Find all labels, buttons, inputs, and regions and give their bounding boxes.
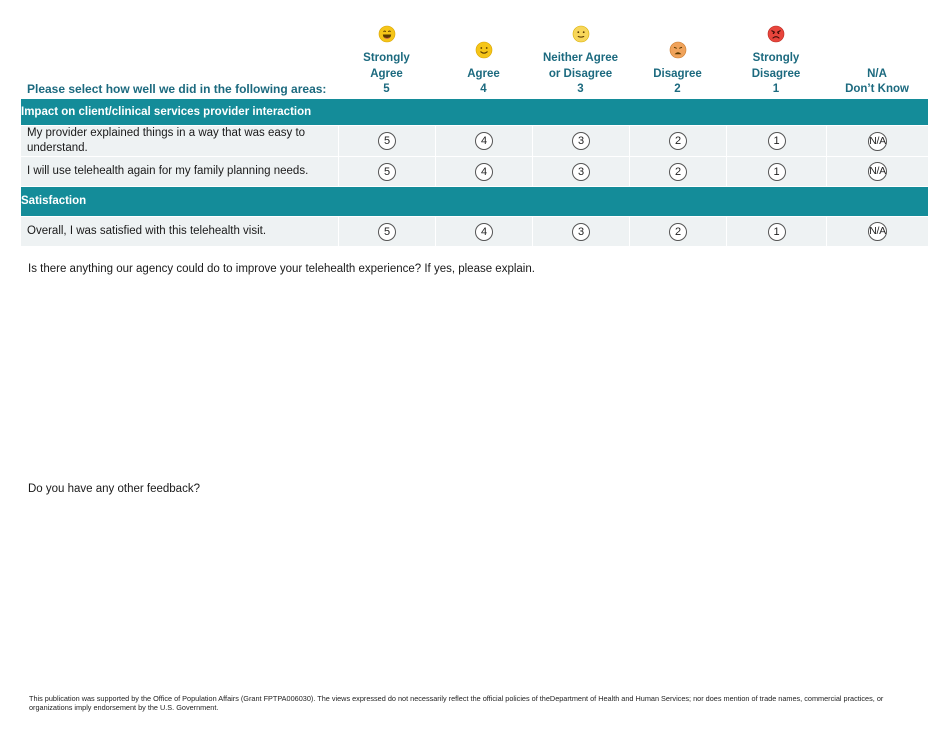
column-value: 5 [383, 83, 390, 95]
rating-option-2[interactable]: 2 [669, 163, 687, 181]
column-na [826, 25, 928, 98]
rating-grid [21, 25, 928, 246]
column-agree [435, 25, 532, 98]
rating-option-5[interactable]: 5 [378, 163, 396, 181]
question-row [21, 156, 928, 186]
column-label-line2: Disagree [653, 67, 702, 80]
neutral-face-icon [572, 25, 590, 43]
rating-option-5[interactable]: 5 [378, 132, 396, 150]
column-label-line2: Agree [467, 67, 500, 80]
question-text: My provider explained things in a way that was easy to understand. [21, 125, 338, 156]
rating-option-na[interactable]: N/A [868, 162, 887, 181]
rating-scale-header [21, 25, 928, 98]
column-label-line2: Disagree [751, 67, 801, 80]
rating-option-4[interactable]: 4 [475, 132, 493, 150]
section-header-satisfaction [21, 186, 928, 216]
question-text: Overall, I was satisfied with this telehealth visit. [21, 216, 338, 246]
section-header-impact [21, 98, 928, 125]
column-label-line1: Strongly [752, 52, 800, 64]
rating-option-3[interactable]: 3 [572, 163, 590, 181]
rating-option-2[interactable]: 2 [669, 132, 687, 150]
rating-option-2[interactable]: 2 [669, 223, 687, 241]
column-label-line1: Strongly [363, 52, 410, 64]
section-title: Satisfaction [21, 186, 928, 216]
rating-option-4[interactable]: 4 [475, 163, 493, 181]
section-title: Impact on client/clinical services provider interaction [21, 98, 928, 125]
column-label-line2: or Disagree [548, 67, 613, 80]
rating-prompt: Please select how well we did in the following areas: [27, 82, 327, 96]
laughing-face-icon [378, 25, 396, 43]
column-disagree [629, 25, 726, 98]
column-label-line1: Neither Agree [543, 52, 618, 64]
rating-option-1[interactable]: 1 [768, 132, 786, 150]
column-value: 1 [772, 83, 780, 95]
column-value: 4 [480, 83, 487, 95]
other-feedback-field[interactable] [24, 503, 928, 687]
improve-answer-field[interactable] [24, 283, 928, 477]
column-neither [532, 25, 629, 98]
question-text: I will use telehealth again for my family planning needs. [21, 156, 338, 186]
rating-option-4[interactable]: 4 [475, 223, 493, 241]
question-row [21, 125, 928, 156]
rating-option-na[interactable]: N/A [868, 132, 887, 151]
funding-disclaimer: This publication was supported by the Office of Population Affairs (Grant FPTPA006030). The views expressed do not necessarily reflect the official policies of theDepartment of Health and Human Services; nor does mention of trade names, commercial practices, or organizations imply endorsement by the U.S. Government. [29, 694, 884, 712]
column-strongly-disagree [726, 25, 826, 98]
rating-option-5[interactable]: 5 [378, 223, 396, 241]
open-question-improve: Is there anything our agency could do to improve your telehealth experience? If yes, please explain. [28, 263, 535, 275]
rating-option-3[interactable]: 3 [572, 223, 590, 241]
angry-face-icon [767, 25, 785, 43]
rating-option-1[interactable]: 1 [768, 223, 786, 241]
column-value: 3 [577, 83, 584, 95]
survey-table-container [21, 25, 928, 246]
smiling-face-icon [475, 41, 493, 59]
rating-option-3[interactable]: 3 [572, 132, 590, 150]
column-label-line2: N/A [867, 67, 887, 80]
column-value: 2 [674, 83, 681, 95]
column-label-line2: Agree [370, 67, 403, 80]
rating-option-1[interactable]: 1 [768, 163, 786, 181]
frowning-face-icon [669, 41, 687, 59]
column-strongly-agree [338, 25, 435, 98]
rating-option-na[interactable]: N/A [868, 222, 887, 241]
column-value: Don’t Know [845, 83, 909, 95]
open-question-other: Do you have any other feedback? [28, 483, 200, 495]
question-row [21, 216, 928, 246]
